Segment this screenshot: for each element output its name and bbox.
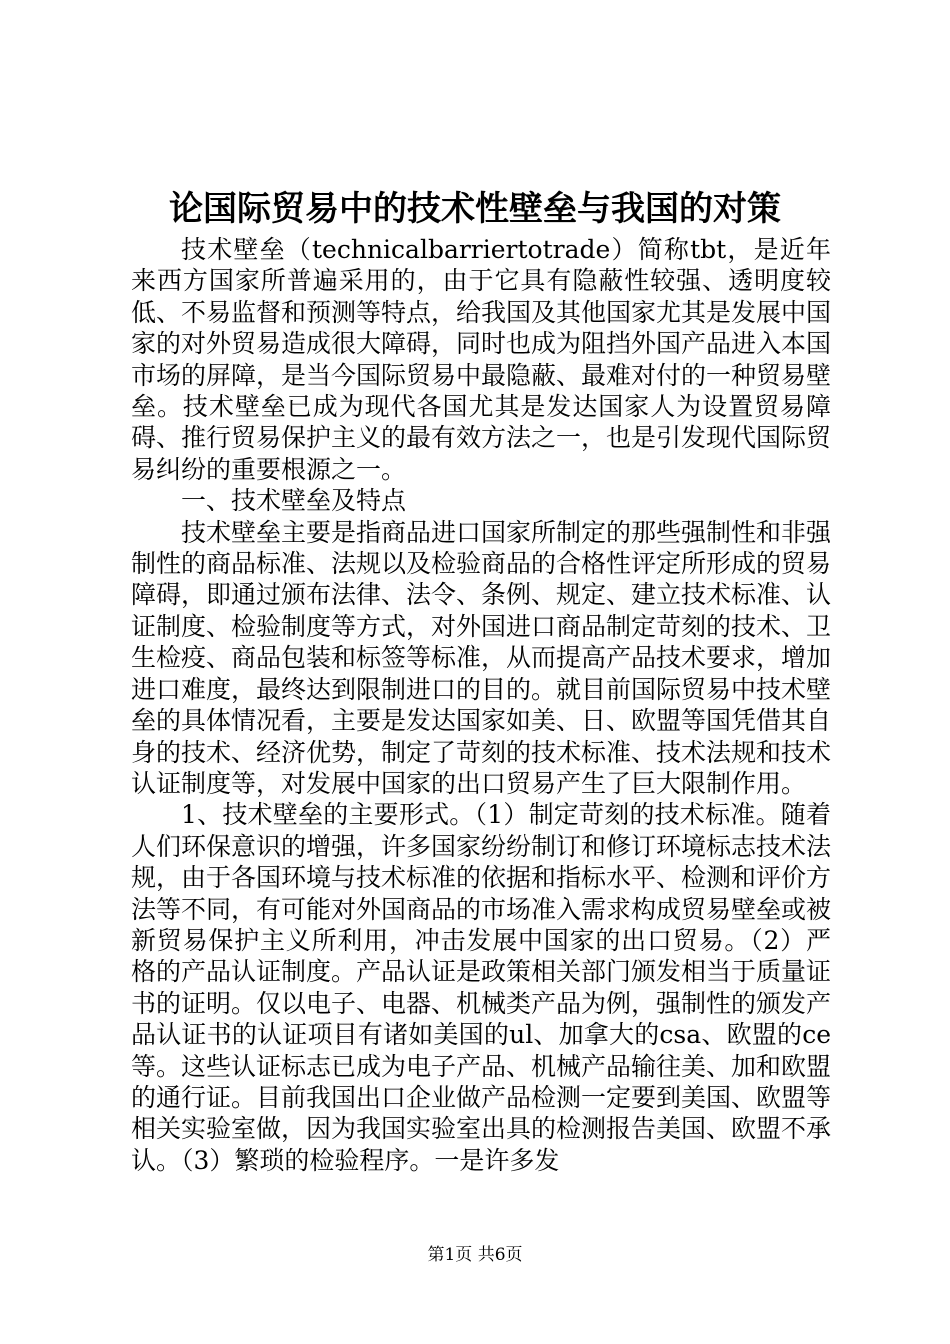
document-body — [131, 234, 831, 1176]
body-paragraph-definition: 技术壁垒主要是指商品进口国家所制定的那些强制性和非强制性的商品标准、法规以及检验商品的合格性评定所形成的贸易障碍，即通过颁布法律、法令、条例、规定、建立技术标准、认证制度、检验制度等方式，对外国进口商品制定苛刻的技术、卫生检疫、商品包装和标签等标准，从而提高产品技术要求，增加进口难度，最终达到限制进口的目的。就目前国际贸易中技术壁垒的具体情况看，主要是发达国家如美、日、欧盟等国凭借其自身的技术、经济优势，制定了苛刻的技术标准、技术法规和技术认证制度等，对发展中国家的出口贸易产生了巨大限制作用。 — [131, 517, 832, 798]
body-paragraph-forms: 1、技术壁垒的主要形式。（1）制定苛刻的技术标准。随着人们环保意识的增强，许多国家纷纷制订和修订环境标志技术法规，由于各国环境与技术标准的依据和指标水平、检测和评价方法等不同，有可能对外国商品的市场准入需求构成贸易壁垒或被新贸易保护主义所利用，冲击发展中国家的出口贸易。（2）严格的产品认证制度。产品认证是政策相关部门颁发相当于质量证书的证明。仅以电子、电器、机械类产品为例，强制性的颁发产品认证书的认证项目有诸如美国的ul、加拿大的csa、欧盟的ce等。这些认证标志已成为电子产品、机械产品输往美、加和欧盟的通行证。目前我国出口企业做产品检测一定要到美国、欧盟等相关实验室做，因为我国实验室出具的检测报告美国、欧盟不承认。（3）繁琐的检验程序。一是许多发 — [131, 800, 832, 1175]
section-heading: 一、技术壁垒及特点 — [181, 486, 407, 516]
page-number-footer: 第1页 共6页 — [427, 1245, 523, 1265]
body-paragraph-intro: 技术壁垒（technicalbarriertotrade）简称tbt，是近年来西方国家所普遍采用的，由于它具有隐蔽性较强、透明度较低、不易监督和预测等特点，给我国及其他国家尤其是发展中国家的对外贸易造成很大障碍，同时也成为阻挡外国产品进入本国市场的屏障，是当今国际贸易中最隐蔽、最难对付的一种贸易壁垒。技术壁垒已成为现代各国尤其是发达国家人为设置贸易障碍、推行贸易保护主义的最有效方法之一，也是引发现代国际贸易纠纷的重要根源之一。 — [131, 235, 832, 484]
document-title: 论国际贸易中的技术性壁垒与我国的对策 — [169, 189, 781, 229]
